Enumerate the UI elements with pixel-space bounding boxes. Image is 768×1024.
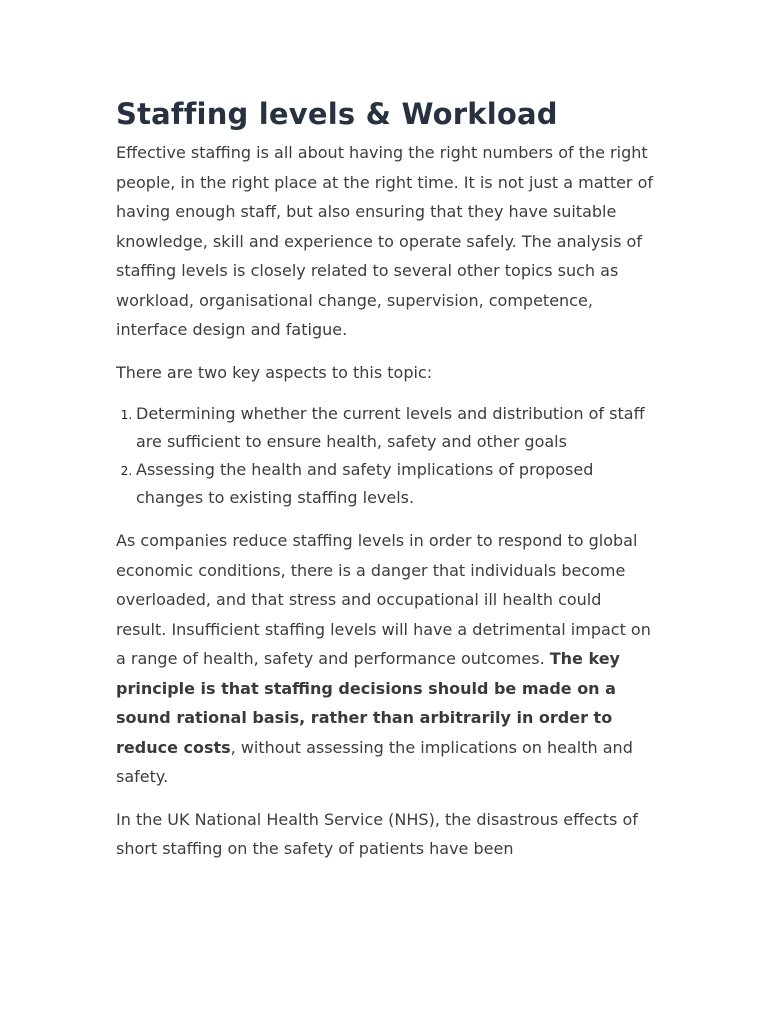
page-title: Staffing levels & Workload [116, 97, 558, 131]
companies-paragraph [116, 526, 656, 792]
document-page [116, 94, 656, 877]
paragraph-text: As companies reduce staffing levels in order to respond to global economic conditions, there is a danger that individuals become overloaded, and that stress and occupational ill health could result. Insufficient staffing levels will have a detrimental impact on a range of health, safety and performance outcomes. [116, 531, 651, 668]
intro-paragraph: Effective staffing is all about having the right numbers of the right people, in the right place at the right time. It is not just a matter of having enough staff, but also ensuring that they have suitable knowledge, skill and experience to operate safely. The analysis of staffing levels is closely related to several other topics such as workload, organisational change, supervision, competence, interface design and fatigue. [116, 143, 654, 339]
aspects-intro: There are two key aspects to this topic: [116, 362, 433, 382]
aspects-list [116, 400, 656, 512]
nhs-paragraph: In the UK National Health Service (NHS), the disastrous effects of short staffing on the safety of patients have been [116, 809, 638, 858]
paragraph-text: , without assessing the implications on health and safety. [116, 737, 633, 786]
list-item: 1. Determining whether the current levels and distribution of staff are sufficient to ensure health, safety and other goals [136, 400, 656, 456]
key-principle-bold: The key principle is that staffing decisions should be made on a sound rational basis, rather than arbitrarily in order to reduce costs [116, 649, 620, 757]
list-item: 2. Assessing the health and safety implications of proposed changes to existing staffing levels. [136, 456, 656, 512]
